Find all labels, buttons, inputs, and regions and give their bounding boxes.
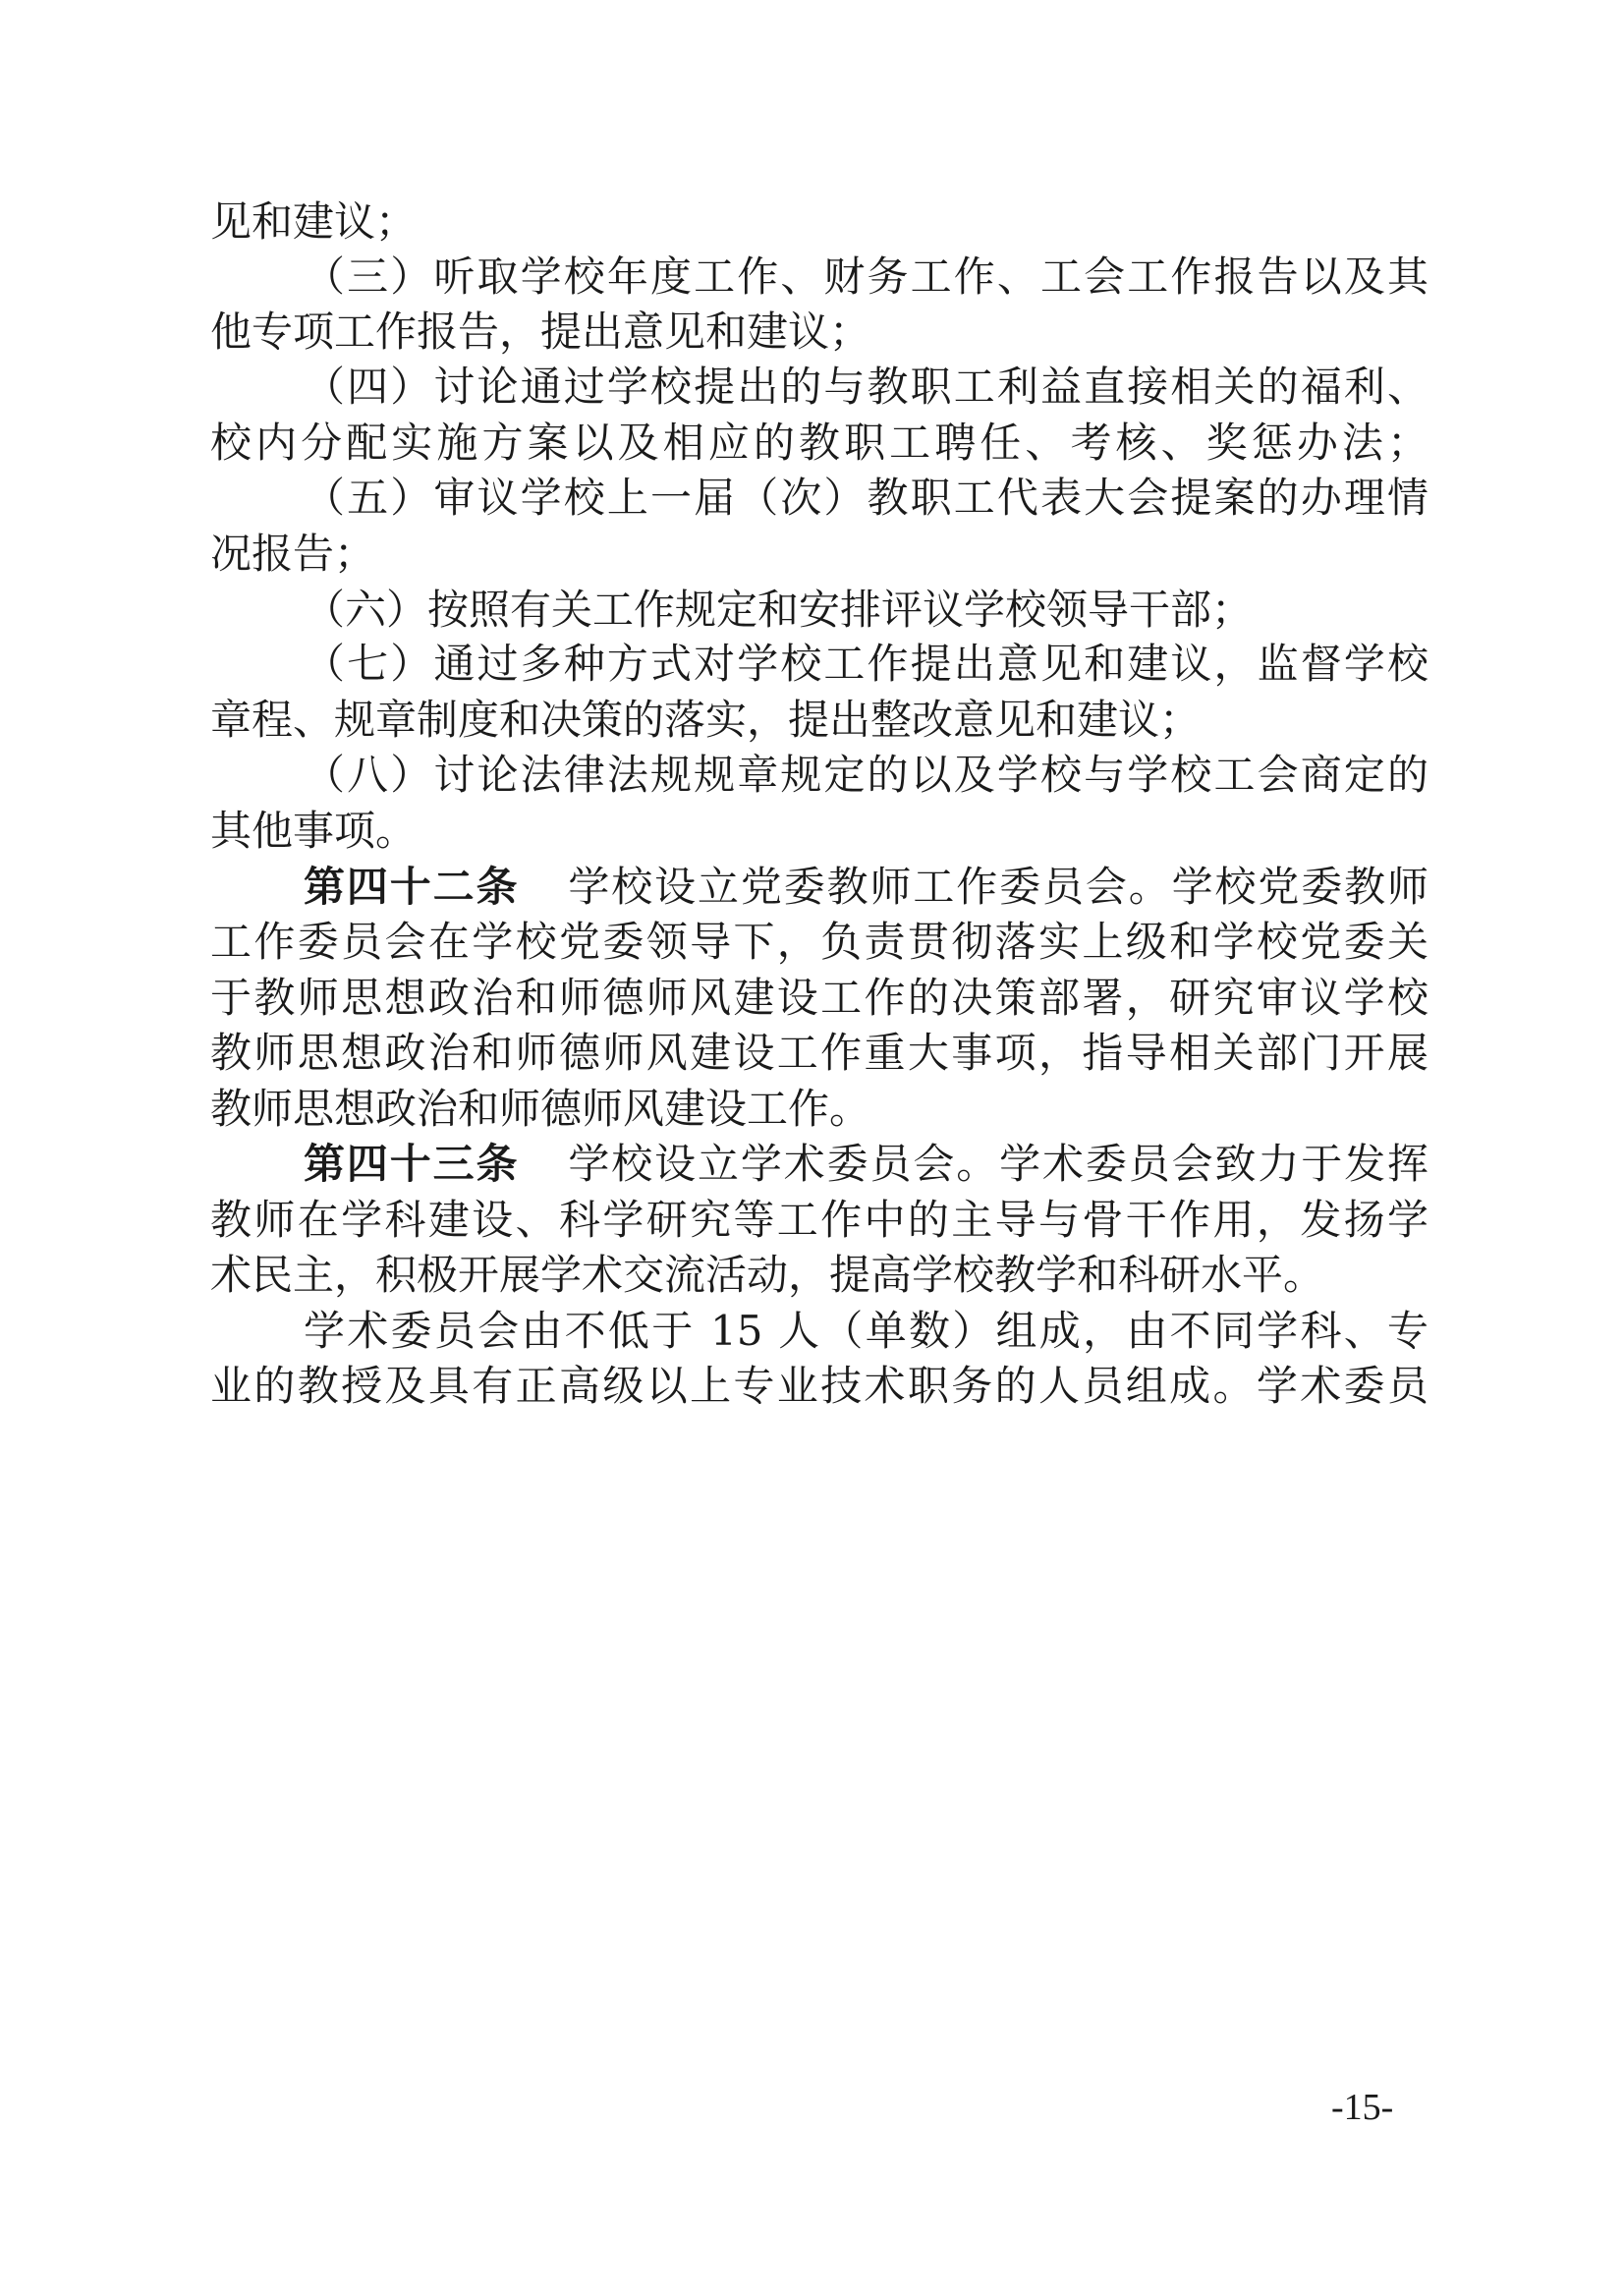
text-line: 于教师思想政治和师德师风建设工作的决策部署，研究审议学校: [210, 974, 1428, 1022]
article-42-text: 学校设立党委教师工作委员会。学校党委教师: [568, 863, 1428, 911]
text-line: 其他事项。: [210, 807, 418, 855]
text-line: （五）审议学校上一届（次）教职工代表大会提案的办理情: [304, 474, 1428, 522]
text-line: 见和建议；: [210, 197, 418, 246]
text-line: 业的教授及具有正高级以上专业技术职务的人员组成。学术委员: [210, 1362, 1428, 1410]
article-43-text: 学校设立学术委员会。学术委员会致力于发挥: [568, 1140, 1428, 1188]
text-line: 他专项工作报告，提出意见和建议；: [210, 308, 871, 356]
text-line: 教师思想政治和师德师风建设工作。: [210, 1085, 871, 1133]
article-43-heading: 第四十三条: [304, 1140, 520, 1188]
text-line: （七）通过多种方式对学校工作提出意见和建议，监督学校: [304, 640, 1428, 688]
text-line: 术民主，积极开展学术交流活动，提高学校教学和科研水平。: [210, 1251, 1325, 1299]
text-line: （八）讨论法律法规规章规定的以及学校与学校工会商定的: [304, 751, 1428, 799]
text-line: 校内分配实施方案以及相应的教职工聘任、考核、奖惩办法；: [210, 419, 1428, 467]
article-43-first-line: [304, 1137, 1428, 1192]
text-line: （六）按照有关工作规定和安排评议学校领导干部；: [304, 586, 1254, 634]
text-line: 况报告；: [210, 530, 376, 578]
text-line: 教师思想政治和师德师风建设工作重大事项，指导相关部门开展: [210, 1029, 1428, 1077]
text-line: 学术委员会由不低于 15 人（单数）组成，由不同学科、专: [304, 1307, 1428, 1355]
article-42-first-line: [304, 860, 1428, 915]
text-line: 工作委员会在学校党委领导下，负责贯彻落实上级和学校党委关: [210, 918, 1428, 966]
page-number: -15-: [1331, 2087, 1394, 2128]
text-line: 章程、规章制度和决策的落实，提出整改意见和建议；: [210, 696, 1202, 744]
text-line: 教师在学科建设、科学研究等工作中的主导与骨干作用，发扬学: [210, 1196, 1428, 1244]
article-42-heading: 第四十二条: [304, 863, 520, 911]
text-line: （三）听取学校年度工作、财务工作、工会工作报告以及其: [304, 252, 1428, 301]
text-line: （四）讨论通过学校提出的与教职工利益直接相关的福利、: [304, 363, 1428, 411]
